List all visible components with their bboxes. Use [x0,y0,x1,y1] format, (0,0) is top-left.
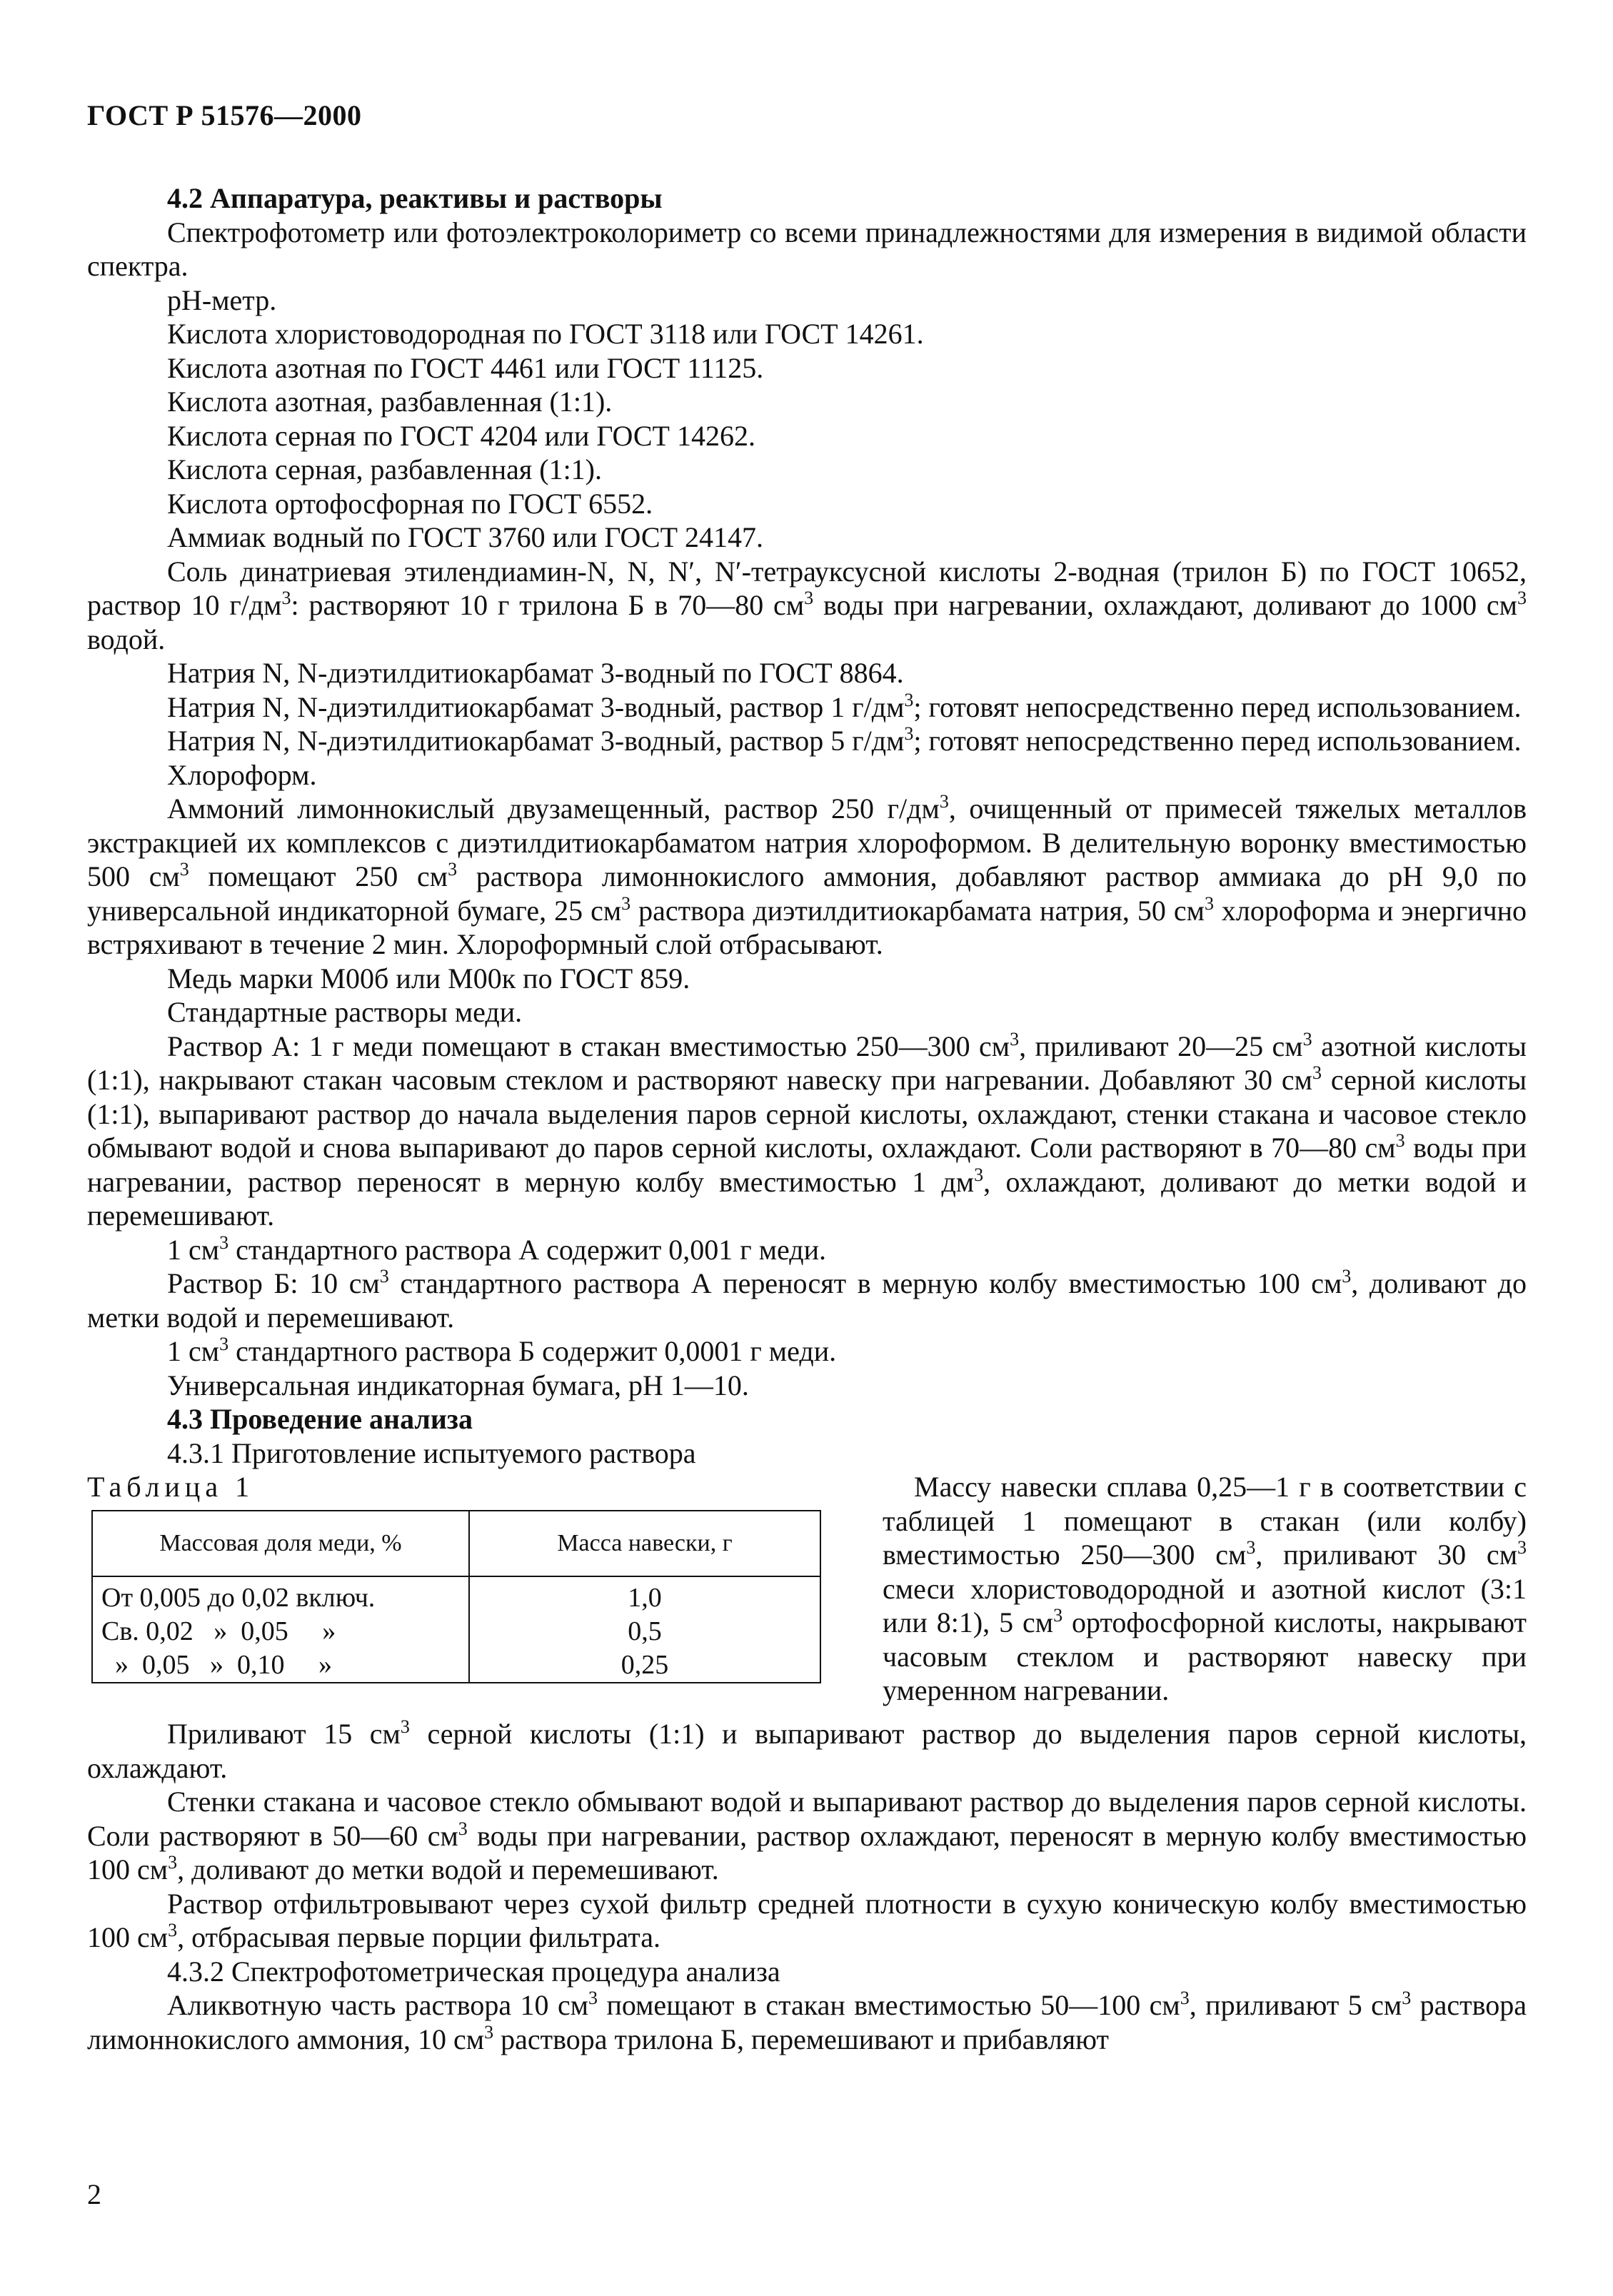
paragraph: рН-метр. [167,283,277,316]
document-code-header: ГОСТ Р 51576—2000 [87,99,362,131]
table-side-text: Массу навески сплава 0,25—1 г в соответствии с таблицей 1 помещают в стакан (или колбу) вместимостью 250—300 $см^3$, приливают 30 $см^3$ смеси хлористоводородной и азотной кислот (3:1 или 8:1), 5 $см^3$ ортофосфорной кислоты, накрывают часовым стеклом и растворяют навеску при умеренном нагревании. [883,1471,1527,1706]
paragraph: Натрия N, N-диэтилдитиокарбамат 3-водный, раствор 1 $г/дм^3$; готовят непосредственно перед использованием. [167,689,1522,723]
paragraph: Раствор отфильтровывают через сухой фильтр средней плотности в сухую коническую колбу вместимостью 100 $см^3$, отбрасывая первые порции фильтрата. [87,1887,1527,1953]
table-cell: 0,5 [469,1615,820,1648]
paragraph: Аликвотную часть раствора 10 $см^3$ помещают в стакан вместимостью 50—100 $см^3$, приливают 5 $см^3$ раствора лимоннокислого аммония, 10 $см^3$ раствора трилона Б, перемешивают и прибавляют [87,1988,1527,2055]
paragraph: Кислота ортофосфорная по ГОСТ 6552. [167,487,653,520]
table-cell: 0,25 [469,1648,820,1683]
table-cell: Св. 0,02 » 0,05 » [92,1615,469,1648]
table-cell: 1,0 [469,1576,820,1615]
table-header-cell: Масса навески, г [469,1511,820,1576]
paragraph: Стандартные растворы меди. [167,996,523,1028]
paragraph: Натрия N, N-диэтилдитиокарбамат 3-водный, раствор 5 $г/дм^3$; готовят непосредственно перед использованием. [167,723,1522,757]
paragraph-ammonium-citrate: Аммоний лимоннокислый двузамещенный, раствор 250 $г/дм^3$, очищенный от примесей тяжелых металлов экстракцией их комплексов с диэтилдитиокарбаматом натрия хлороформом. В делительную воронку вместимостью 500 $см^3$ помещают 250 $см^3$ раствора лимоннокислого аммония, добавляют раствор аммиака до рН 9,0 по универсальной индикаторной бумаге, 25 $см^3$ раствора диэтилдитиокарбамата натрия, 50 $см^3$ хлороформа и энергично встряхивают в течение 2 мин. Хлороформный слой отбрасывают. [87,791,1527,960]
table-row [92,1576,820,1615]
paragraph: Стенки стакана и часовое стекло обмывают водой и выпаривают раствор до выделения паров серной кислоты. Соли растворяют в 50—60 $см^3$ воды при нагревании, раствор охлаждают, переносят в мерную колбу вместимостью 100 $см^3$, доливают до метки водой и перемешивают. [87,1786,1527,1885]
paragraph: Медь марки М00б или М00к по ГОСТ 859. [167,962,690,995]
paragraph: Спектрофотометр или фотоэлектроколориметр со всеми принадлежностями для измерения в видимой области спектра. [87,216,1527,282]
document-body [87,181,1527,2056]
paragraph: Натрия N, N-диэтилдитиокарбамат 3-водный по ГОСТ 8864. [167,657,904,689]
paragraph: Кислота азотная, разбавленная (1:1). [167,386,613,418]
subsection-4-3-2-heading: 4.3.2 Спектрофотометрическая процедура анализа [167,1955,780,1988]
table-row [92,1615,820,1648]
paragraph: Кислота хлористоводородная по ГОСТ 3118 или ГОСТ 14261. [167,318,924,350]
table-block [87,1470,1527,1717]
section-4-3-heading: 4.3 Проведение анализа [167,1403,473,1435]
table-cell: » 0,05 » 0,10 » [92,1648,469,1683]
paragraph: 1 $см^3$ стандартного раствора А содержит 0,001 г меди. [167,1232,827,1266]
paragraph: Аммиак водный по ГОСТ 3760 или ГОСТ 24147. [167,521,764,553]
paragraph: Приливают 15 $см^3$ серной кислоты (1:1) и выпаривают раствор до выделения паров серной кислоты, охлаждают. [87,1716,1527,1784]
paragraph: Кислота азотная по ГОСТ 4461 или ГОСТ 11125. [167,351,764,384]
section-4-2-heading: 4.2 Аппаратура, реактивы и растворы [167,182,663,214]
paragraph-solution-a: Раствор А: 1 г меди помещают в стакан вместимостью 250—300 $см^3$, приливают 20—25 $см^3$ азотной кислоты (1:1), накрывают стакан часовым стеклом и растворяют навеску при нагревании. Добавляют 30 $см^3$ серной кислоты (1:1), выпаривают раствор до начала выделения паров серной кислоты, охлаждают, стенки стакана и часовое стекло обмывают водой и снова выпаривают до паров серной кислоты, охлаждают. Соли растворяют в 70—80 $см^3$ воды при нагревании, раствор переносят в мерную колбу вместимостью 1 $дм^3$, охлаждают, доливают до метки водой и перемешивают. [87,1028,1527,1232]
table-cell: От 0,005 до 0,02 включ. [92,1576,469,1615]
page-number: 2 [87,2178,101,2210]
paragraph-solution-b: Раствор Б: 10 $см^3$ стандартного раствора А переносят в мерную колбу вместимостью 100 $см^3$, доливают до метки водой и перемешивают. [87,1266,1527,1334]
table-row [92,1648,820,1683]
subsection-4-3-1-heading: 4.3.1 Приготовление испытуемого раствора [167,1436,696,1469]
paragraph: Хлороформ. [167,758,317,791]
table-header-cell: Массовая доля меди, % [92,1511,469,1576]
mass-table [91,1510,821,1683]
paragraph: Кислота серная по ГОСТ 4204 или ГОСТ 14262. [167,419,755,452]
table-header-row [92,1511,820,1576]
paragraph-trilon: Соль динатриевая этилендиамин-N, N, N′, N′-тетрауксусной кислоты 2-водная (трилон Б) по ГОСТ 10652, раствор 10 $г/дм^3$: растворяют 10 г трилона Б в 70—80 $см^3$ воды при нагревании, охлаждают, доливают до 1000 $см^3$ водой. [87,555,1527,655]
table-caption: Таблица 1 [87,1471,255,1503]
paragraph: Кислота серная, разбавленная (1:1). [167,453,603,485]
paragraph: Универсальная индикаторная бумага, рН 1—10. [167,1369,749,1401]
paragraph: 1 $см^3$ стандартного раствора Б содержит 0,0001 г меди. [167,1334,837,1367]
